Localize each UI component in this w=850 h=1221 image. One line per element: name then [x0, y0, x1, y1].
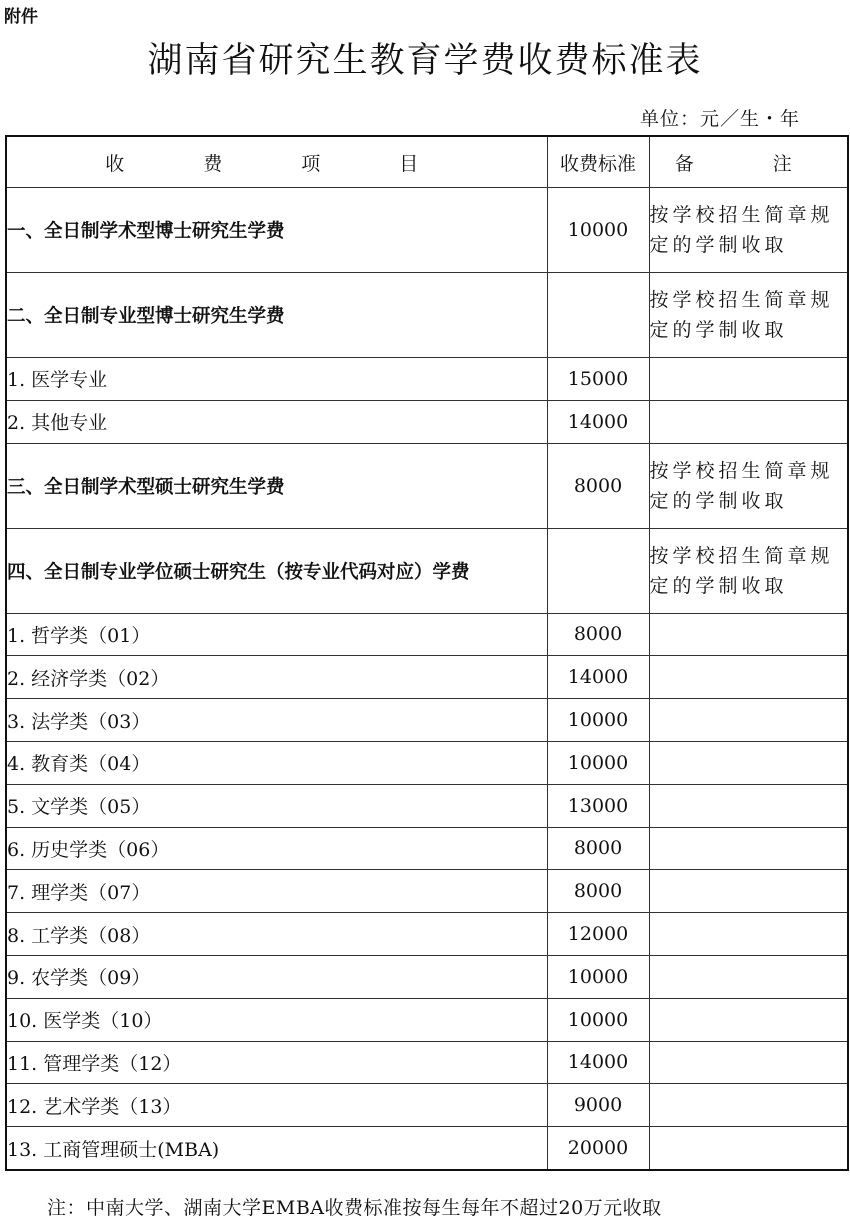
- table-row: [6, 358, 848, 401]
- fee-item-cell: 三、全日制学术型硕士研究生学费: [6, 443, 547, 528]
- fee-amount-cell: 9000: [547, 1084, 649, 1127]
- fee-note-cell: [649, 998, 848, 1041]
- fee-amount-cell: 10000: [547, 955, 649, 998]
- fee-amount-cell: 8000: [547, 443, 649, 528]
- fee-note-cell: [649, 784, 848, 827]
- fee-item-cell: 7. 理学类（07）: [6, 870, 547, 913]
- fee-note-cell: [649, 1041, 848, 1084]
- fee-amount-cell: 12000: [547, 913, 649, 956]
- fee-amount-cell: 20000: [547, 1127, 649, 1170]
- fee-note-cell: [649, 656, 848, 699]
- table-row: [6, 827, 848, 870]
- fee-amount-cell: 8000: [547, 613, 649, 656]
- fee-item-cell: 4. 教育类（04）: [6, 741, 547, 784]
- fee-amount-cell: 10000: [547, 188, 649, 273]
- fee-amount-cell: 8000: [547, 870, 649, 913]
- fee-item-cell: 8. 工学类（08）: [6, 913, 547, 956]
- footnote: 注：中南大学、湖南大学EMBA收费标准按每生每年不超过20万元收取: [47, 1197, 662, 1219]
- fee-item-cell: 2. 其他专业: [6, 400, 547, 443]
- table-row: [6, 273, 848, 358]
- column-header-fee: 收费标准: [547, 136, 649, 188]
- fee-amount-cell: [547, 528, 649, 613]
- fee-note-cell: [649, 827, 848, 870]
- fee-note-cell: [649, 955, 848, 998]
- unit-label: 单位：元／生・年: [639, 108, 800, 130]
- table-row: [6, 1041, 848, 1084]
- table-row: [6, 913, 848, 956]
- table-row: [6, 443, 848, 528]
- table-row: [6, 955, 848, 998]
- page-title: 湖南省研究生教育学费收费标准表: [147, 41, 703, 81]
- fee-note-cell: 按学校招生简章规定的学制收取: [649, 188, 848, 273]
- fee-amount-cell: 10000: [547, 741, 649, 784]
- fee-item-cell: 10. 医学类（10）: [6, 998, 547, 1041]
- fee-item-cell: 2. 经济学类（02）: [6, 656, 547, 699]
- fee-note-cell: [649, 400, 848, 443]
- fee-item-cell: 5. 文学类（05）: [6, 784, 547, 827]
- table-row: [6, 528, 848, 613]
- fee-note-cell: [649, 358, 848, 401]
- fee-note-cell: [649, 1084, 848, 1127]
- fee-item-cell: 6. 历史学类（06）: [6, 827, 547, 870]
- fee-item-cell: 四、全日制专业学位硕士研究生（按专业代码对应）学费: [6, 528, 547, 613]
- fee-note-cell: [649, 613, 848, 656]
- table-row: [6, 784, 848, 827]
- fee-note-cell: 按学校招生简章规定的学制收取: [649, 528, 848, 613]
- table-row: [6, 400, 848, 443]
- table-row: [6, 741, 848, 784]
- table-row: [6, 188, 848, 273]
- table-row: [6, 699, 848, 742]
- table-row: [6, 870, 848, 913]
- fee-note-cell: 按学校招生简章规定的学制收取: [649, 273, 848, 358]
- column-header-item: 收 费 项 目: [6, 136, 547, 188]
- fee-item-cell: 1. 哲学类（01）: [6, 613, 547, 656]
- fee-item-cell: 11. 管理学类（12）: [6, 1041, 547, 1084]
- fee-item-cell: 二、全日制专业型博士研究生学费: [6, 273, 547, 358]
- fee-amount-cell: 8000: [547, 827, 649, 870]
- fee-item-cell: 3. 法学类（03）: [6, 699, 547, 742]
- fee-amount-cell: 10000: [547, 998, 649, 1041]
- fee-amount-cell: 14000: [547, 656, 649, 699]
- fee-item-cell: 12. 艺术学类（13）: [6, 1084, 547, 1127]
- fee-amount-cell: 14000: [547, 400, 649, 443]
- table-row: [6, 613, 848, 656]
- table-row: [6, 656, 848, 699]
- fee-item-cell: 13. 工商管理硕士(MBA): [6, 1127, 547, 1170]
- fee-amount-cell: 10000: [547, 699, 649, 742]
- table-row: [6, 998, 848, 1041]
- column-header-note: 备 注: [649, 136, 848, 188]
- fee-note-cell: [649, 741, 848, 784]
- fee-note-cell: 按学校招生简章规定的学制收取: [649, 443, 848, 528]
- table-header-row: [6, 136, 848, 188]
- attachment-label: 附件: [4, 7, 38, 27]
- fee-amount-cell: [547, 273, 649, 358]
- fee-item-cell: 1. 医学专业: [6, 358, 547, 401]
- fee-item-cell: 一、全日制学术型博士研究生学费: [6, 188, 547, 273]
- fee-note-cell: [649, 870, 848, 913]
- fee-note-cell: [649, 913, 848, 956]
- fee-amount-cell: 14000: [547, 1041, 649, 1084]
- table-body: [6, 188, 848, 1170]
- table-row: [6, 1127, 848, 1170]
- fee-table: [5, 135, 849, 1171]
- fee-item-cell: 9. 农学类（09）: [6, 955, 547, 998]
- fee-amount-cell: 13000: [547, 784, 649, 827]
- fee-note-cell: [649, 699, 848, 742]
- fee-note-cell: [649, 1127, 848, 1170]
- table-row: [6, 1084, 848, 1127]
- fee-amount-cell: 15000: [547, 358, 649, 401]
